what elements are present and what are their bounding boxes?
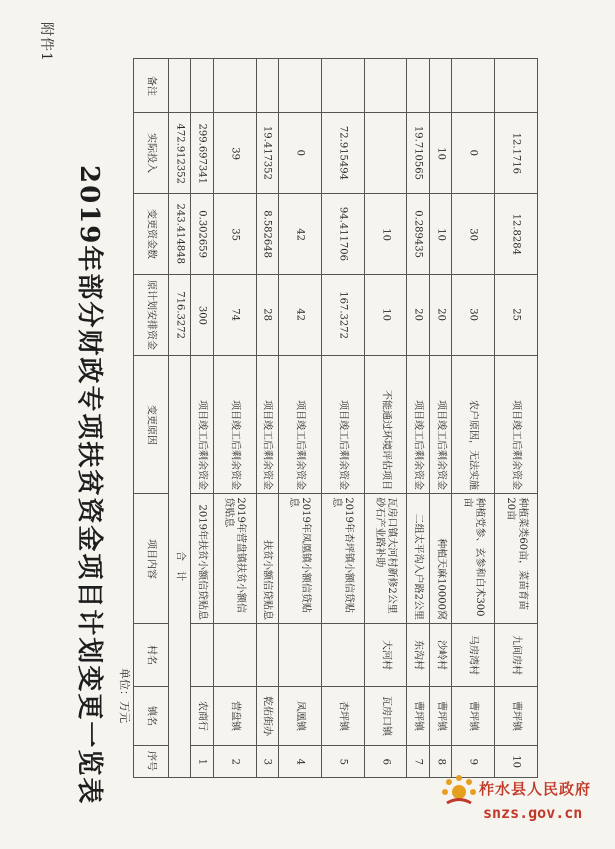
table-row xyxy=(213,59,256,778)
cell-village: 马房湾村 xyxy=(452,624,495,687)
cell-content: 种植党参、玄参和白术300亩 xyxy=(452,494,495,624)
cell-actual: 19.417352 xyxy=(256,113,278,194)
cell-village xyxy=(321,624,364,687)
cell-village: 九间房村 xyxy=(495,624,538,687)
watermark-url: snzs.gov.cn xyxy=(483,804,583,822)
cell-town: 杏坪镇 xyxy=(321,687,364,746)
cell-content: 二组太平沟入户路2公里 xyxy=(407,494,429,624)
cell-note xyxy=(213,59,256,113)
table-row xyxy=(256,59,278,778)
table-row xyxy=(364,59,407,778)
cell-reason: 项目竣工后剩余资金 xyxy=(213,355,256,493)
table-row xyxy=(495,59,538,778)
cell-change: 42 xyxy=(278,194,321,275)
total-plan: 716.3272 xyxy=(169,275,191,356)
cell-note xyxy=(407,59,429,113)
cell-actual: 12.1716 xyxy=(495,113,538,194)
cell-plan: 74 xyxy=(213,275,256,356)
header-reason: 变更原因 xyxy=(134,355,169,493)
cell-reason: 项目竣工后剩余资金 xyxy=(495,355,538,493)
cell-reason: 项目竣工后剩余资金 xyxy=(278,355,321,493)
cell-change: 30 xyxy=(452,194,495,275)
cell-plan: 25 xyxy=(495,275,538,356)
cell-change: 0.289435 xyxy=(407,194,429,275)
cell-note xyxy=(495,59,538,113)
cell-content: 种植天麻10000窝 xyxy=(429,494,451,624)
cell-content: 瓦房口镇大河村新修2公里砂石产业路补助 xyxy=(364,494,407,624)
cell-note xyxy=(278,59,321,113)
cell-plan: 20 xyxy=(429,275,451,356)
cell-note xyxy=(321,59,364,113)
cell-reason: 农户原因，无法实施 xyxy=(452,355,495,493)
cell-village: 大河村 xyxy=(364,624,407,687)
unit-label: 单位：万元 xyxy=(118,668,131,723)
cell-index: 2 xyxy=(213,745,256,777)
cell-village: 沙岭村 xyxy=(429,624,451,687)
header-town: 镇名 xyxy=(134,687,169,746)
project-change-table xyxy=(133,58,538,778)
cell-reason: 不能通过环境评估项目 xyxy=(364,355,407,493)
cell-actual xyxy=(364,113,407,194)
watermark-logo xyxy=(437,770,607,840)
cell-town: 曹坪镇 xyxy=(407,687,429,746)
total-note xyxy=(169,59,191,113)
cell-index: 5 xyxy=(321,745,364,777)
cell-index: 1 xyxy=(191,745,213,777)
cell-village xyxy=(256,624,278,687)
annex-label: 附件1 xyxy=(38,22,54,62)
cell-plan: 20 xyxy=(407,275,429,356)
cell-plan: 28 xyxy=(256,275,278,356)
cell-change: 12.8284 xyxy=(495,194,538,275)
header-index: 序号 xyxy=(134,745,169,777)
cell-content: 2019年杏坪镇小额信贷贴息 xyxy=(321,494,364,624)
cell-change: 10 xyxy=(429,194,451,275)
total-label: 合 计 xyxy=(169,355,191,777)
cell-village xyxy=(278,624,321,687)
header-village: 村名 xyxy=(134,624,169,687)
total-row xyxy=(169,59,191,778)
cell-content: 2019年扶贫小额信贷贴息 xyxy=(191,494,213,624)
cell-note xyxy=(429,59,451,113)
table-row xyxy=(278,59,321,778)
total-change: 243.414848 xyxy=(169,194,191,275)
cell-actual: 72.915494 xyxy=(321,113,364,194)
table-header-row xyxy=(134,59,169,778)
cell-index: 9 xyxy=(452,745,495,777)
cell-plan: 10 xyxy=(364,275,407,356)
cell-change: 0.302659 xyxy=(191,194,213,275)
header-change: 变更资金数 xyxy=(134,194,169,275)
document-title: 2019年部分财政专项扶贫资金项目计划变更一览表 xyxy=(74,165,104,806)
cell-actual: 299.697341 xyxy=(191,113,213,194)
cell-content: 2019年营盘镇扶贫小额信贷贴息 xyxy=(213,494,256,624)
cell-change: 8.582648 xyxy=(256,194,278,275)
cell-town: 乾佑街办 xyxy=(256,687,278,746)
table-row xyxy=(321,59,364,778)
cell-actual: 19.710565 xyxy=(407,113,429,194)
cell-town: 凤凰镇 xyxy=(278,687,321,746)
sun-emblem-icon xyxy=(439,770,479,810)
cell-index: 10 xyxy=(495,745,538,777)
table-row xyxy=(191,59,213,778)
cell-index: 3 xyxy=(256,745,278,777)
table-row xyxy=(429,59,451,778)
cell-village xyxy=(191,624,213,687)
cell-village xyxy=(213,624,256,687)
cell-plan: 167.3272 xyxy=(321,275,364,356)
cell-note xyxy=(256,59,278,113)
cell-note xyxy=(364,59,407,113)
cell-town: 曹坪镇 xyxy=(452,687,495,746)
cell-reason: 项目竣工后剩余资金 xyxy=(407,355,429,493)
cell-reason: 项目竣工后剩余资金 xyxy=(429,355,451,493)
cell-plan: 30 xyxy=(452,275,495,356)
header-note: 备注 xyxy=(134,59,169,113)
cell-index: 8 xyxy=(429,745,451,777)
cell-change: 94.411706 xyxy=(321,194,364,275)
cell-reason: 项目竣工后剩余资金 xyxy=(191,355,213,493)
cell-index: 6 xyxy=(364,745,407,777)
header-content: 项目内容 xyxy=(134,494,169,624)
cell-plan: 300 xyxy=(191,275,213,356)
cell-change: 35 xyxy=(213,194,256,275)
table-row xyxy=(452,59,495,778)
header-plan: 原计划安排资金 xyxy=(134,275,169,356)
cell-reason: 项目竣工后剩余资金 xyxy=(321,355,364,493)
table-row xyxy=(407,59,429,778)
header-actual: 实际投入 xyxy=(134,113,169,194)
cell-reason: 项目竣工后剩余资金 xyxy=(256,355,278,493)
watermark-name: 柞水县人民政府 xyxy=(479,780,592,798)
cell-plan: 42 xyxy=(278,275,321,356)
cell-town: 曹坪镇 xyxy=(429,687,451,746)
cell-change: 10 xyxy=(364,194,407,275)
cell-actual: 10 xyxy=(429,113,451,194)
table-container xyxy=(133,58,553,778)
total-actual: 472.912352 xyxy=(169,113,191,194)
cell-index: 4 xyxy=(278,745,321,777)
cell-note xyxy=(452,59,495,113)
cell-town: 农商行 xyxy=(191,687,213,746)
cell-actual: 0 xyxy=(278,113,321,194)
cell-content: 扶贫小额信贷贴息 xyxy=(256,494,278,624)
cell-town: 营盘镇 xyxy=(213,687,256,746)
cell-note xyxy=(191,59,213,113)
cell-town: 曹坪镇 xyxy=(495,687,538,746)
cell-village: 东沟村 xyxy=(407,624,429,687)
cell-actual: 39 xyxy=(213,113,256,194)
cell-actual: 0 xyxy=(452,113,495,194)
cell-index: 7 xyxy=(407,745,429,777)
cell-content: 2019年凤凰镇小额信贷贴息 xyxy=(278,494,321,624)
cell-town: 瓦房口镇 xyxy=(364,687,407,746)
cell-content: 种植菜类60亩，菜苗育苗20亩 xyxy=(495,494,538,624)
